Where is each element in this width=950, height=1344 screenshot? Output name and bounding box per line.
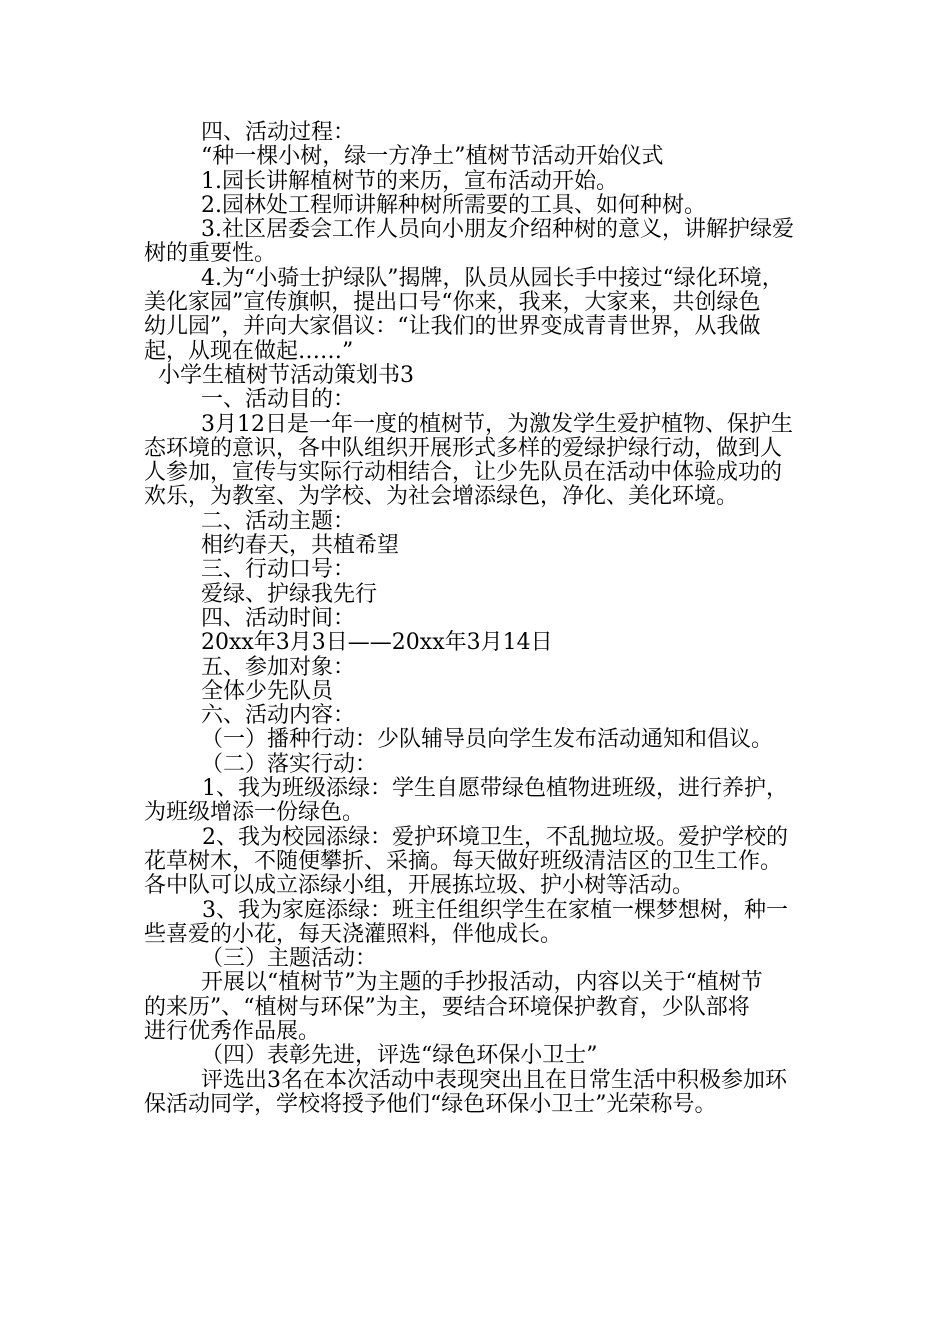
paragraph-line: 4.为“小骑士护绿队”揭牌，队员从园长手中接过“绿化环境， [201, 265, 784, 291]
document-title: 小学生植树节活动策划书3 [158, 362, 414, 388]
paragraph-line: 树的重要性。 [144, 241, 277, 267]
ceremony-title: “种一棵小树，绿一方净土”植树节活动开始仪式 [201, 144, 664, 170]
paragraph-line: 些喜爱的小花，每天浇灌照料，伴他成长。 [144, 921, 563, 947]
subsection-heading: （三）主题活动： [201, 946, 378, 972]
paragraph-line: 开展以“植树节”为主题的手抄报活动，内容以关于“植树节 [201, 970, 763, 996]
paragraph-line: 20xx年3月3日——20xx年3月14日 [201, 630, 553, 656]
paragraph-line: 3月12日是一年一度的植树节，为激发学生爱护植物、保护生 [201, 411, 793, 437]
paragraph-line: 1、我为班级添绿：学生自愿带绿色植物进班级，进行养护， [202, 776, 788, 802]
section-heading: 四、活动过程： [201, 120, 356, 145]
paragraph-line: 保活动同学，学校将授予他们“绿色环保小卫士”光荣称号。 [144, 1091, 717, 1117]
section-heading: 四、活动时间： [201, 605, 356, 631]
paragraph-line: 人参加，宣传与实际行动相结合，让少先队员在活动中体验成功的 [144, 460, 783, 486]
section-heading: 三、行动口号： [201, 557, 356, 583]
document-body [144, 121, 814, 1117]
paragraph-line: 3.社区居委会工作人员向小朋友介绍种树的意义，讲解护绿爱 [201, 217, 794, 243]
paragraph-line: 3、我为家庭添绿：班主任组织学生在家植一棵梦想树，种一 [202, 897, 788, 923]
paragraph-line: 欢乐，为教室、为学校、为社会增添绿色，净化、美化环境。 [144, 484, 739, 510]
paragraph-line: 1.园长讲解植树节的来历，宣布活动开始。 [201, 168, 618, 194]
paragraph-line: 为班级增添一份绿色。 [144, 800, 365, 826]
section-heading: 二、活动主题： [201, 508, 356, 534]
paragraph-line: 2.园林处工程师讲解种树所需要的工具、如何种树。 [201, 192, 706, 218]
paragraph-line: 态环境的意识，各中队组织开展形式多样的爱绿护绿行动，做到人 [144, 435, 783, 461]
paragraph-line: 起，从现在做起……” [144, 338, 354, 364]
paragraph-line: （一）播种行动：少队辅导员向学生发布活动通知和倡议。 [201, 727, 774, 753]
paragraph-line: 美化家园”宣传旗帜，提出口号“你来，我来，大家来，共创绿色 [144, 290, 761, 316]
paragraph-line: 全体少先队员 [201, 678, 334, 704]
paragraph-line: 爱绿、护绿我先行 [201, 581, 378, 607]
paragraph-line: 各中队可以成立添绿小组，开展拣垃圾、护小树等活动。 [144, 873, 695, 899]
subsection-heading: （二）落实行动： [201, 751, 378, 777]
section-heading: 五、参加对象： [201, 654, 356, 680]
section-heading: 六、活动内容： [201, 703, 356, 729]
paragraph-line: 2、我为校园添绿：爱护环境卫生，不乱抛垃圾。爱护学校的 [202, 824, 788, 850]
paragraph-line: 幼儿园”，并向大家倡议：“让我们的世界变成青青世界，从我做 [144, 314, 761, 340]
subsection-heading: （四）表彰先进，评选“绿色环保小卫士” [201, 1043, 598, 1069]
paragraph-line: 的来历”、“植树与环保”为主，要结合环境保护教育，少队部将 [144, 994, 750, 1020]
paragraph-line: 花草树木，不随便攀折、采摘。每天做好班级清洁区的卫生工作。 [144, 848, 783, 874]
paragraph-line: 评选出3名在本次活动中表现突出且在日常生活中积极参加环 [201, 1067, 787, 1093]
paragraph-line: 相约春天，共植希望 [201, 533, 400, 559]
paragraph-line: 进行优秀作品展。 [144, 1018, 321, 1044]
section-heading: 一、活动目的： [201, 387, 356, 413]
